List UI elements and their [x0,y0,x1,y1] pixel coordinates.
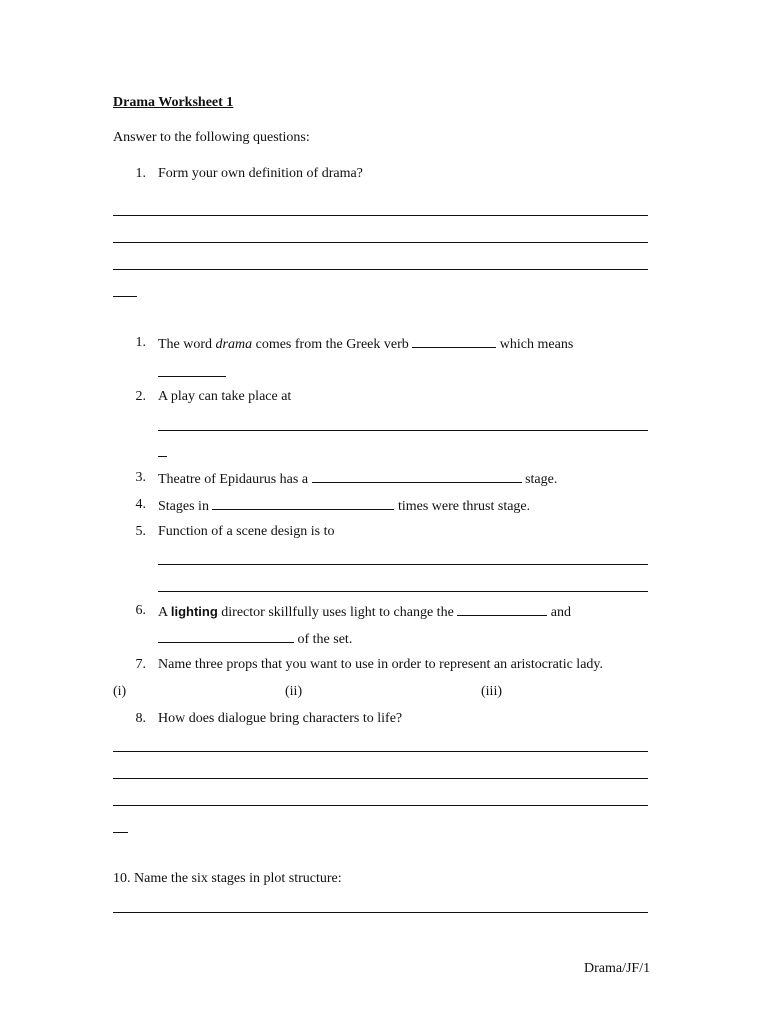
question-number: 3. [135,470,146,485]
option-label: (iii) [481,684,502,699]
page-footer: Drama/JF/1 [584,961,651,976]
fill-in-blank[interactable] [312,470,522,483]
question-number: 10. [113,871,131,886]
question-text: Function of a scene design is to [158,524,335,539]
worksheet-title: Drama Worksheet 1 [113,95,234,110]
answer-line[interactable] [158,591,648,592]
instruction-text: Answer to the following questions: [113,130,310,145]
question-text: How does dialogue bring characters to life? [158,711,403,726]
question-number: 1. [135,335,146,350]
answer-line[interactable] [158,564,648,565]
answer-line-end[interactable] [113,296,137,297]
question-text: A lighting director skillfully uses light to change the and [158,604,572,620]
fill-in-blank[interactable] [457,603,547,616]
question-text-continued: of the set. [158,630,352,648]
answer-line[interactable] [113,215,648,216]
question-number: 8. [135,711,146,726]
answer-line[interactable] [113,242,648,243]
question-text: A play can take place at [158,389,292,404]
option-label: (i) [113,684,127,699]
question-number: 4. [135,497,146,512]
question-text: Name three props that you want to use in order to represent an aristocratic lady. [158,657,603,672]
question-text: Form your own definition of drama? [158,166,363,181]
fill-in-blank[interactable] [158,376,226,377]
question-text: Stages in times were thrust stage. [158,499,531,514]
fill-in-blank[interactable] [212,497,394,510]
question-text: Theatre of Epidaurus has a stage. [158,472,558,487]
question-number: 2. [135,389,146,404]
answer-line[interactable] [113,805,648,806]
answer-line[interactable] [113,751,648,752]
question-number: 7. [135,657,146,672]
answer-line-end[interactable] [158,456,167,457]
question-number: 5. [135,524,146,539]
question-number: 6. [135,603,146,618]
option-label: (ii) [285,684,303,699]
fill-in-blank[interactable] [158,630,294,643]
fill-in-blank[interactable] [412,335,496,348]
answer-line-end[interactable] [113,832,128,833]
answer-line[interactable] [113,778,648,779]
question-text: 10. Name the six stages in plot structure: [113,871,342,886]
question-number: 1. [135,166,146,181]
answer-line[interactable] [113,269,648,270]
question-text: The word drama comes from the Greek verb which means [158,337,574,352]
answer-line[interactable] [158,430,648,431]
answer-line[interactable] [113,912,648,913]
